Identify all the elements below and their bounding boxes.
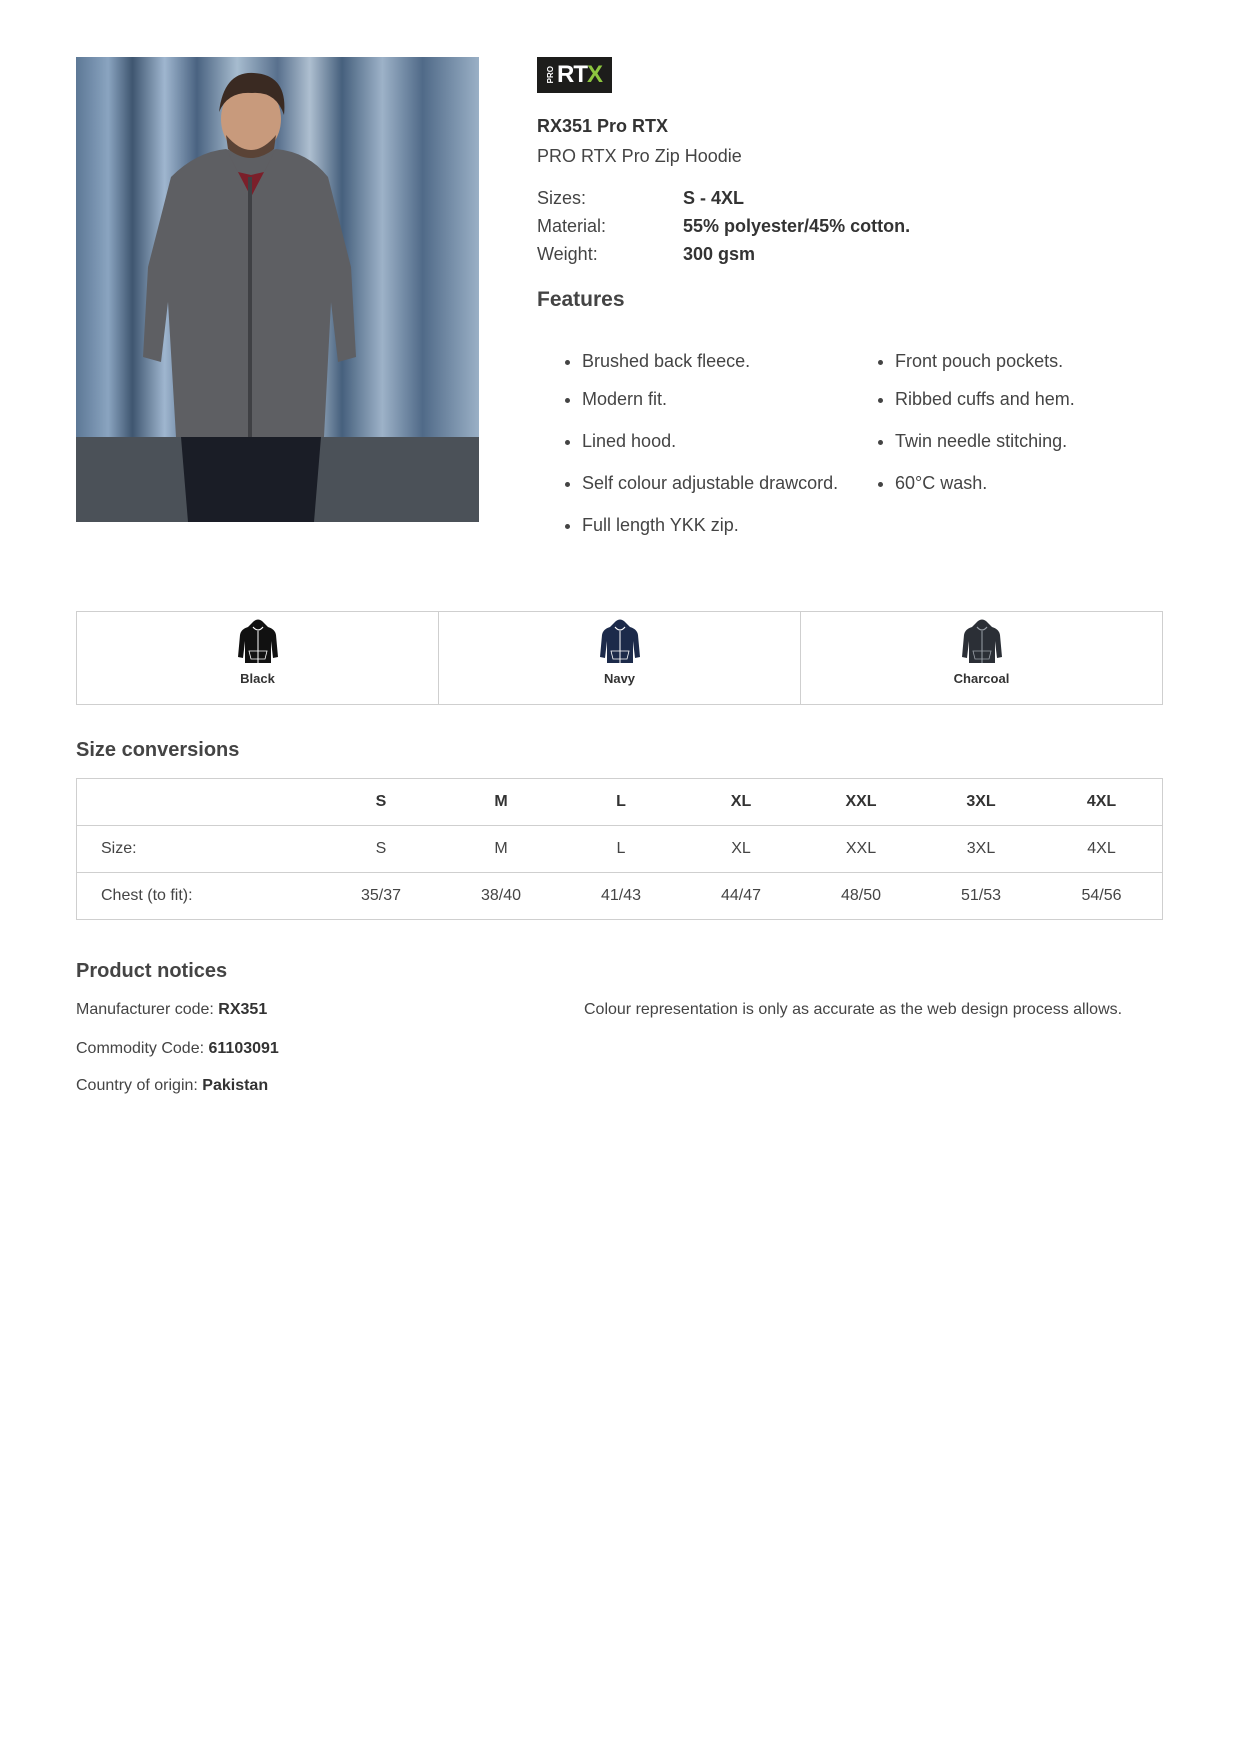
feature-item: • 60°C wash. <box>895 469 1195 497</box>
notice-value: 61103091 <box>208 1040 279 1057</box>
feature-item: • Self colour adjustable drawcord. <box>582 469 857 497</box>
table-header-cell: 4XL <box>1041 779 1163 826</box>
spec-value: 300 gsm <box>683 244 756 264</box>
spec-label: Material: <box>537 216 607 236</box>
row-label: Chest (to fit): <box>77 873 322 920</box>
spec-material <box>537 216 911 237</box>
logo-rt-text: RT <box>556 61 587 88</box>
colour-name: Navy <box>603 671 636 686</box>
colour-name: Black <box>240 671 275 686</box>
hoodie-icon <box>962 617 1002 665</box>
table-cell: 51/53 <box>921 873 1041 920</box>
table-cell: XL <box>681 826 801 873</box>
feature-item: • Front pouch pockets. <box>895 347 1195 375</box>
colour-name: Charcoal <box>953 671 1010 686</box>
logo-pro-text: PRO <box>545 66 555 84</box>
table-header-cell: L <box>561 779 681 826</box>
commodity-code <box>76 1040 279 1058</box>
notice-label: Commodity Code: <box>76 1040 209 1057</box>
colour-option-black[interactable] <box>77 612 439 704</box>
table-cell: 35/37 <box>321 873 441 920</box>
table-cell: 41/43 <box>561 873 681 920</box>
hoodie-icon <box>238 617 278 665</box>
product-photo <box>76 57 479 522</box>
table-cell: M <box>441 826 561 873</box>
manufacturer-code <box>76 1001 267 1019</box>
features-list-right <box>850 347 1195 511</box>
brand-logo <box>537 57 612 93</box>
country-of-origin <box>76 1077 268 1095</box>
table-cell: 38/40 <box>441 873 561 920</box>
colour-option-navy[interactable] <box>439 612 801 704</box>
spec-weight <box>537 244 756 265</box>
row-label: Size: <box>77 826 322 873</box>
size-conversions-table <box>76 778 1163 920</box>
colour-option-charcoal[interactable] <box>801 612 1162 704</box>
table-cell: 4XL <box>1041 826 1163 873</box>
table-cell: 54/56 <box>1041 873 1163 920</box>
notice-label: Manufacturer code: <box>76 1001 219 1018</box>
spec-sizes <box>537 188 745 209</box>
notice-value: RX351 <box>218 1001 268 1018</box>
table-cell: L <box>561 826 681 873</box>
table-header-cell: S <box>321 779 441 826</box>
product-notices-heading: Product notices <box>76 960 228 982</box>
table-row <box>77 826 1163 873</box>
features-heading: Features <box>537 288 625 311</box>
spec-label: Sizes: <box>537 188 587 208</box>
table-header-cell: 3XL <box>921 779 1041 826</box>
table-header-row <box>77 779 1163 826</box>
logo-x-text: X <box>586 61 603 88</box>
product-name: PRO RTX Pro Zip Hoodie <box>537 146 742 166</box>
hoodie-icon <box>600 617 640 665</box>
colour-representation-note: Colour representation is only as accurate as the web design process allows. <box>584 1001 1123 1018</box>
table-cell: 48/50 <box>801 873 921 920</box>
spec-value: 55% polyester/45% cotton. <box>683 216 911 236</box>
feature-item: • Lined hood. <box>582 427 857 455</box>
feature-item: • Ribbed cuffs and hem. <box>895 385 1195 413</box>
feature-item: • Modern fit. <box>582 385 857 413</box>
spec-label: Weight: <box>537 244 598 264</box>
size-conversions-heading: Size conversions <box>76 739 240 761</box>
table-header-cell: XXL <box>801 779 921 826</box>
table-cell: XXL <box>801 826 921 873</box>
table-cell: 44/47 <box>681 873 801 920</box>
notice-value: Pakistan <box>202 1077 269 1094</box>
table-row <box>77 873 1163 920</box>
table-cell: S <box>321 826 441 873</box>
table-cell: 3XL <box>921 826 1041 873</box>
feature-item: • Brushed back fleece. <box>582 347 857 375</box>
feature-item: • Twin needle stitching. <box>895 427 1195 455</box>
feature-item: • Full length YKK zip. <box>582 511 857 539</box>
product-code-title: RX351 Pro RTX <box>537 116 669 136</box>
notice-label: Country of origin: <box>76 1077 203 1094</box>
spec-value: S - 4XL <box>683 188 745 208</box>
colour-options <box>76 611 1163 705</box>
table-header-cell: M <box>441 779 561 826</box>
table-header-cell <box>77 779 322 826</box>
features-list-left <box>537 347 857 553</box>
table-header-cell: XL <box>681 779 801 826</box>
